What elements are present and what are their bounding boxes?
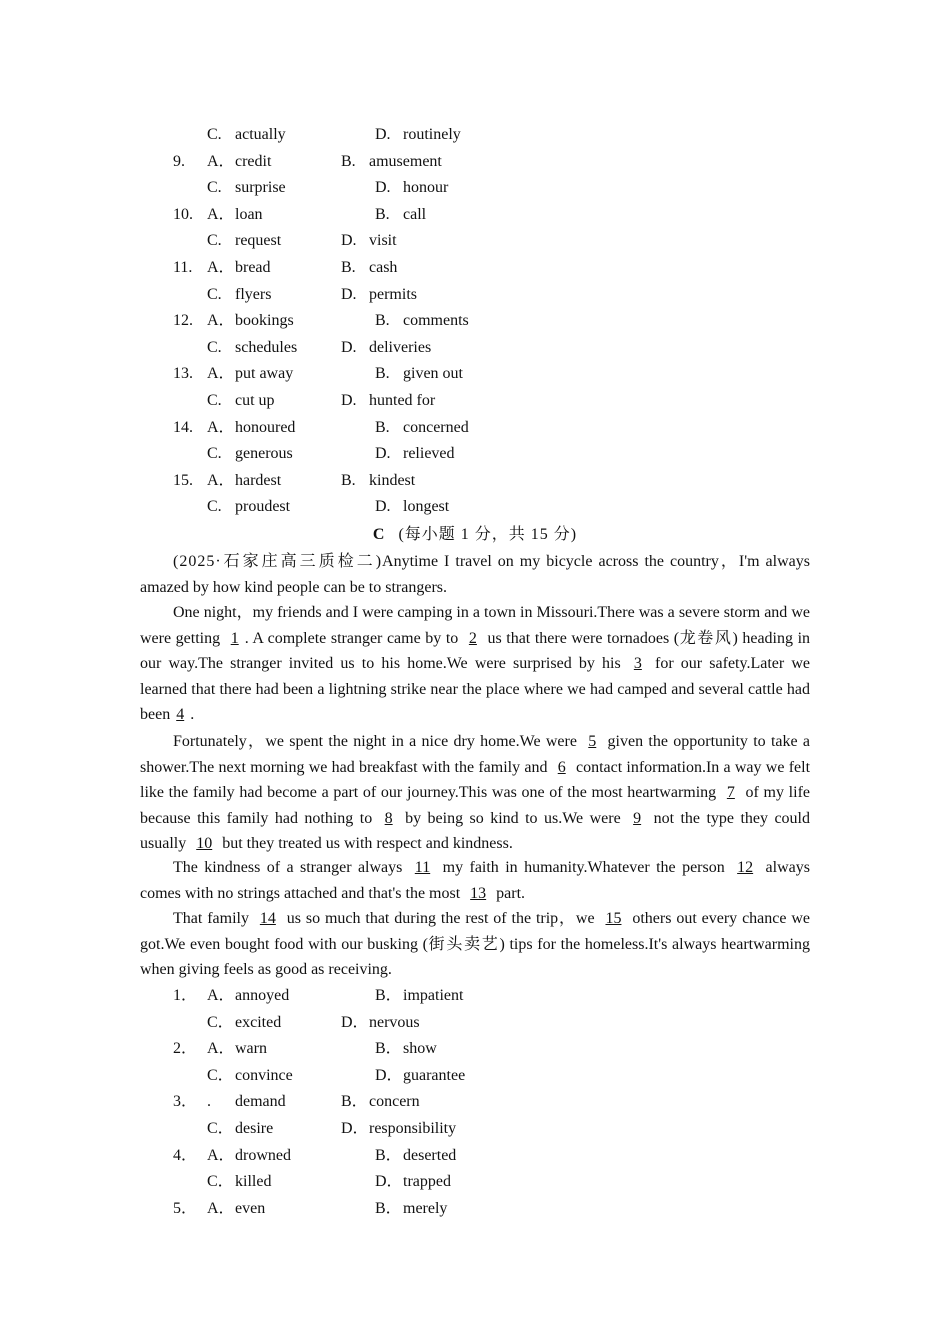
option-text: cash (369, 259, 398, 276)
option-letter: D. (341, 392, 357, 409)
question-number: 3． (173, 1093, 198, 1111)
passage-paragraph-5 (140, 906, 810, 983)
option-letter: D． (375, 1173, 403, 1191)
option-letter: D． (341, 1013, 369, 1031)
question-number: 2． (173, 1040, 198, 1058)
passage-paragraph-2 (140, 600, 810, 728)
option-text: call (403, 205, 427, 223)
option-letter: B． (375, 1146, 402, 1164)
option-text: drowned (235, 1146, 291, 1164)
blank-13: 13 (470, 884, 487, 902)
option-text: bread (235, 259, 271, 276)
option-text: relieved (403, 445, 455, 463)
option-text: merely (403, 1199, 448, 1217)
option-text: generous (235, 445, 293, 463)
option-text: deliveries (369, 338, 432, 356)
option-text: longest (403, 498, 450, 516)
passage-paragraph-1 (140, 549, 810, 600)
option-text: schedules (235, 338, 298, 356)
option-text: excited (235, 1013, 282, 1031)
option-letter: D. (375, 179, 391, 197)
option-text: routinely (403, 126, 461, 143)
option-text: credit (235, 152, 272, 170)
paragraph-text: by being so kind to us.We were (398, 809, 628, 827)
option-letter: C. (207, 126, 222, 143)
paragraph-text: contact information.In a way we felt like the family had become a part of our journey.This was one of the most heartwarming (140, 758, 811, 801)
option-letter: B. (341, 471, 356, 489)
option-text: impatient (403, 987, 464, 1004)
option-letter: C. (207, 338, 222, 356)
paragraph-text: Fortunately，we spent the night in a nice dry home.We were (173, 733, 583, 750)
blank-12: 12 (737, 859, 754, 876)
chinese-gloss: 街头卖艺 (427, 935, 500, 953)
blank-15: 15 (605, 910, 622, 927)
question-number: 9. (173, 152, 185, 170)
option-letter: A． (207, 205, 235, 223)
question-number: 12. (173, 312, 193, 330)
option-letter: A． (207, 1040, 235, 1058)
question-number: 14. (173, 418, 193, 436)
option-text: cut up (235, 392, 275, 409)
option-letter: A． (207, 418, 235, 436)
blank-14: 14 (259, 910, 276, 927)
option-letter: C. (207, 232, 222, 250)
paragraph-text: ) tips for the homeless.It's always heartwarming when giving feels as good as receiving. (140, 935, 810, 978)
option-text: demand (235, 1093, 286, 1111)
option-letter: C． (207, 1066, 234, 1084)
option-letter: B. (375, 418, 390, 436)
paragraph-text: ) heading in our way.The stranger invited us to his home.We were surprised by his (140, 629, 811, 672)
option-text: honoured (235, 418, 296, 436)
question-number: 11. (173, 259, 193, 276)
option-letter: . (207, 1093, 211, 1111)
option-text: convince (235, 1066, 293, 1084)
option-letter: A． (207, 365, 235, 383)
option-letter: C． (207, 1173, 234, 1191)
option-letter: B． (375, 1040, 402, 1058)
option-text: hardest (235, 471, 282, 489)
section-letter: C (372, 526, 385, 543)
blank-10: 10 (196, 835, 213, 852)
blank-6: 6 (557, 758, 566, 776)
blank-5: 5 (588, 733, 597, 750)
option-letter: A． (207, 152, 235, 170)
blank-2: 2 (468, 629, 477, 647)
option-letter: D. (341, 232, 357, 250)
paragraph-text: us so much that during the rest of the trip，we (281, 910, 600, 927)
option-text: desire (235, 1120, 274, 1137)
option-text: permits (369, 285, 417, 303)
option-letter: D． (341, 1120, 369, 1137)
paragraph-text: not the type they could usually (140, 809, 810, 852)
option-letter: D. (375, 126, 391, 143)
paragraph-text: One night，my friends and I were camping in a town in Missouri.There was a severe storm and we were getting (140, 604, 810, 647)
paragraph-text: of my life because this family had nothing to (140, 784, 811, 827)
option-letter: B. (341, 259, 356, 276)
question-number: 4． (173, 1146, 198, 1164)
option-letter: C． (207, 1013, 234, 1031)
paragraph-text: . (190, 706, 195, 723)
paragraph-text: Anytime I travel on my bicycle across the country，I'm always amazed by how kind people can be to strangers. (140, 553, 810, 596)
option-text: comments (403, 312, 469, 330)
option-letter: D． (375, 1066, 403, 1084)
option-text: honour (403, 179, 449, 197)
option-text: guarantee (403, 1066, 466, 1084)
blank-8: 8 (384, 809, 393, 827)
option-letter: B. (341, 152, 356, 170)
option-letter: B． (375, 987, 402, 1004)
passage-paragraph-4 (140, 855, 810, 906)
option-text: put away (235, 365, 294, 383)
option-letter: A． (207, 259, 235, 276)
paragraph-text: The kindness of a stranger always (173, 859, 409, 876)
option-letter: A． (207, 1146, 235, 1164)
passage-paragraph-3 (140, 729, 810, 857)
option-text: warn (235, 1040, 267, 1058)
option-text: flyers (235, 285, 272, 303)
blank-1: 1 (230, 629, 239, 647)
option-letter: C. (207, 445, 222, 463)
section-note: (每小题 1 分，共 15 分) (398, 526, 578, 543)
option-text: given out (403, 365, 463, 383)
paragraph-text: . A complete stranger came by to (244, 629, 463, 647)
option-letter: C. (207, 392, 222, 409)
option-text: loan (235, 205, 263, 223)
paragraph-text: part. (492, 884, 526, 902)
passage-source: (2025·石家庄高三质检二) (173, 553, 383, 570)
question-number: 10. (173, 205, 193, 223)
option-letter: B． (375, 1199, 402, 1217)
section-heading (0, 524, 950, 546)
paragraph-text: for our safety.Later we learned that there had been a lightning strike near the place where we had camped and several cattle had been (140, 655, 811, 723)
option-text: show (403, 1040, 437, 1058)
question-number: 15. (173, 471, 193, 489)
blank-9: 9 (633, 809, 642, 827)
blank-7: 7 (726, 784, 735, 801)
option-letter: D. (341, 285, 357, 303)
option-text: request (235, 232, 282, 250)
blank-4: 4 (176, 706, 185, 723)
option-text: concerned (403, 418, 469, 436)
option-letter: D. (375, 445, 391, 463)
option-text: deserted (403, 1146, 457, 1164)
option-letter: A． (207, 987, 235, 1004)
option-letter: C. (207, 285, 222, 303)
option-letter: C． (207, 1120, 234, 1137)
question-number: 1． (173, 987, 198, 1004)
option-letter: A． (207, 471, 235, 489)
paragraph-text: others out every chance we got.We even bought food with our busking ( (140, 910, 811, 953)
blank-3: 3 (633, 655, 642, 672)
option-letter: B. (375, 205, 390, 223)
option-letter: B. (375, 365, 390, 383)
option-text: killed (235, 1173, 272, 1191)
option-letter: D. (375, 498, 391, 516)
option-text: responsibility (369, 1120, 457, 1137)
blank-11: 11 (414, 859, 431, 876)
option-text: nervous (369, 1013, 420, 1031)
question-number: 13. (173, 365, 193, 383)
paragraph-text: That family (173, 910, 254, 927)
option-letter: C. (207, 498, 222, 516)
option-letter: A． (207, 312, 235, 330)
option-text: concern (369, 1093, 420, 1111)
option-text: proudest (235, 498, 291, 516)
option-text: surprise (235, 179, 286, 197)
option-text: even (235, 1199, 266, 1217)
option-text: actually (235, 126, 286, 143)
paragraph-text: us that there were tornadoes ( (482, 629, 680, 647)
paragraph-text: but they treated us with respect and kindness. (218, 835, 513, 852)
option-letter: B． (341, 1093, 368, 1111)
paragraph-text: my faith in humanity.Whatever the person (436, 859, 732, 876)
option-letter: D. (341, 338, 357, 356)
option-letter: B. (375, 312, 390, 330)
option-text: amusement (369, 152, 442, 170)
paragraph-text: always comes with no strings attached and that's the most (140, 859, 810, 902)
paragraph-text: given the opportunity to take a shower.The next morning we had breakfast with the family and (140, 733, 810, 776)
option-text: annoyed (235, 987, 290, 1004)
option-text: bookings (235, 312, 294, 330)
option-text: kindest (369, 471, 416, 489)
chinese-gloss: 龙卷风 (679, 629, 733, 647)
option-text: visit (369, 232, 397, 250)
option-letter: A． (207, 1199, 235, 1217)
option-letter: C. (207, 179, 222, 197)
question-number: 5． (173, 1199, 198, 1217)
option-text: hunted for (369, 392, 436, 409)
option-text: trapped (403, 1173, 451, 1191)
